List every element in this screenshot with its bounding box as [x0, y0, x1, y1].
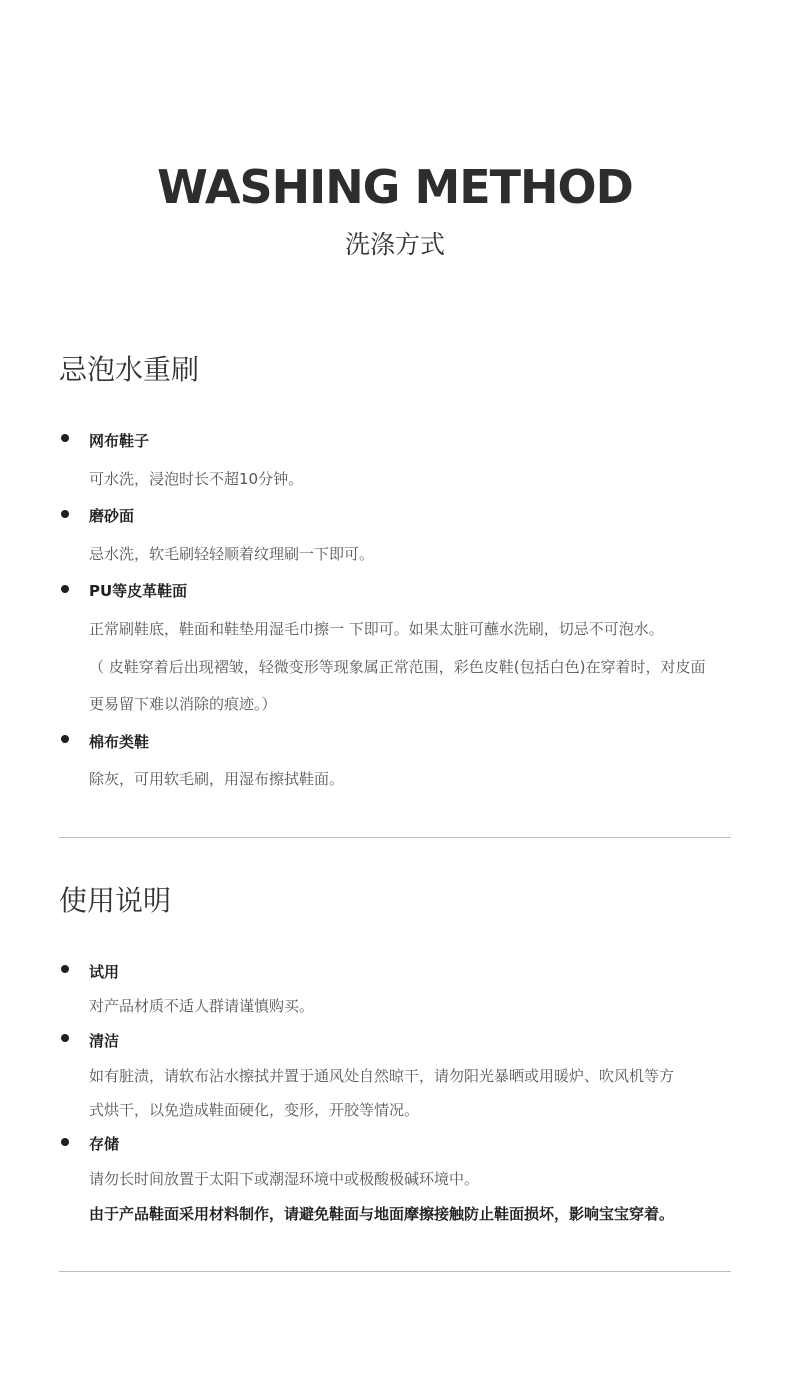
- item-title-mesh-shoes: 网布鞋子: [89, 432, 150, 450]
- item-text: 对产品材质不适人群请谨慎购买。: [89, 997, 315, 1015]
- bullet-icon: [61, 735, 69, 743]
- bullet-icon: [61, 434, 69, 442]
- section-heading-2: 使用说明: [59, 884, 172, 917]
- item-text: 请勿长时间放置于太阳下或潮湿环境中或极酸极碱环境中。: [89, 1170, 480, 1188]
- bullet-icon: [61, 585, 69, 593]
- item-text: 如有脏渍，请软布沾水擦拭并置于通风处自然晾干，请勿阳光暴晒或用暖炉、吹风机等方: [89, 1067, 675, 1085]
- bullet-icon: [61, 1034, 69, 1042]
- item-title-cotton-shoes: 棉布类鞋: [89, 733, 150, 751]
- item-title-trial: 试用: [89, 963, 120, 981]
- page-title-en: WASHING METHOD: [157, 160, 633, 214]
- item-text: （ 皮鞋穿着后出现褶皱，轻微变形等现象属正常范围，彩色皮鞋(包括白色)在穿着时，对皮面: [89, 658, 706, 676]
- item-text: 正常刷鞋底，鞋面和鞋垫用湿毛巾擦一 下即可。如果太脏可蘸水洗刷，切忌不可泡水。: [89, 620, 664, 638]
- item-text: 可水洗，浸泡时长不超10分钟。: [89, 470, 304, 488]
- item-text: 更易留下难以消除的痕迹。）: [89, 695, 277, 713]
- item-text: 除灰，可用软毛刷，用湿布擦拭鞋面。: [89, 770, 345, 788]
- bullet-icon: [61, 965, 69, 973]
- page-title-cn: 洗涤方式: [344, 230, 445, 259]
- item-title-storage: 存储: [89, 1135, 120, 1153]
- section-heading-1: 忌泡水重刷: [59, 353, 200, 386]
- item-title-cleaning: 清洁: [89, 1032, 120, 1050]
- item-title-pu-leather: PU等皮革鞋面: [89, 582, 188, 600]
- bullet-icon: [61, 510, 69, 518]
- item-note-bold: 由于产品鞋面采用材料制作，请避免鞋面与地面摩擦接触防止鞋面损坏，影响宝宝穿着。: [89, 1205, 675, 1223]
- item-text: 忌水洗，软毛刷轻轻顺着纹理刷一下即可。: [89, 545, 375, 563]
- item-title-suede: 磨砂面: [89, 507, 135, 525]
- section-divider: [59, 1271, 731, 1272]
- section-divider: [59, 837, 731, 838]
- item-text: 式烘干，以免造成鞋面硬化，变形，开胶等情况。: [89, 1101, 420, 1119]
- bullet-icon: [61, 1138, 69, 1146]
